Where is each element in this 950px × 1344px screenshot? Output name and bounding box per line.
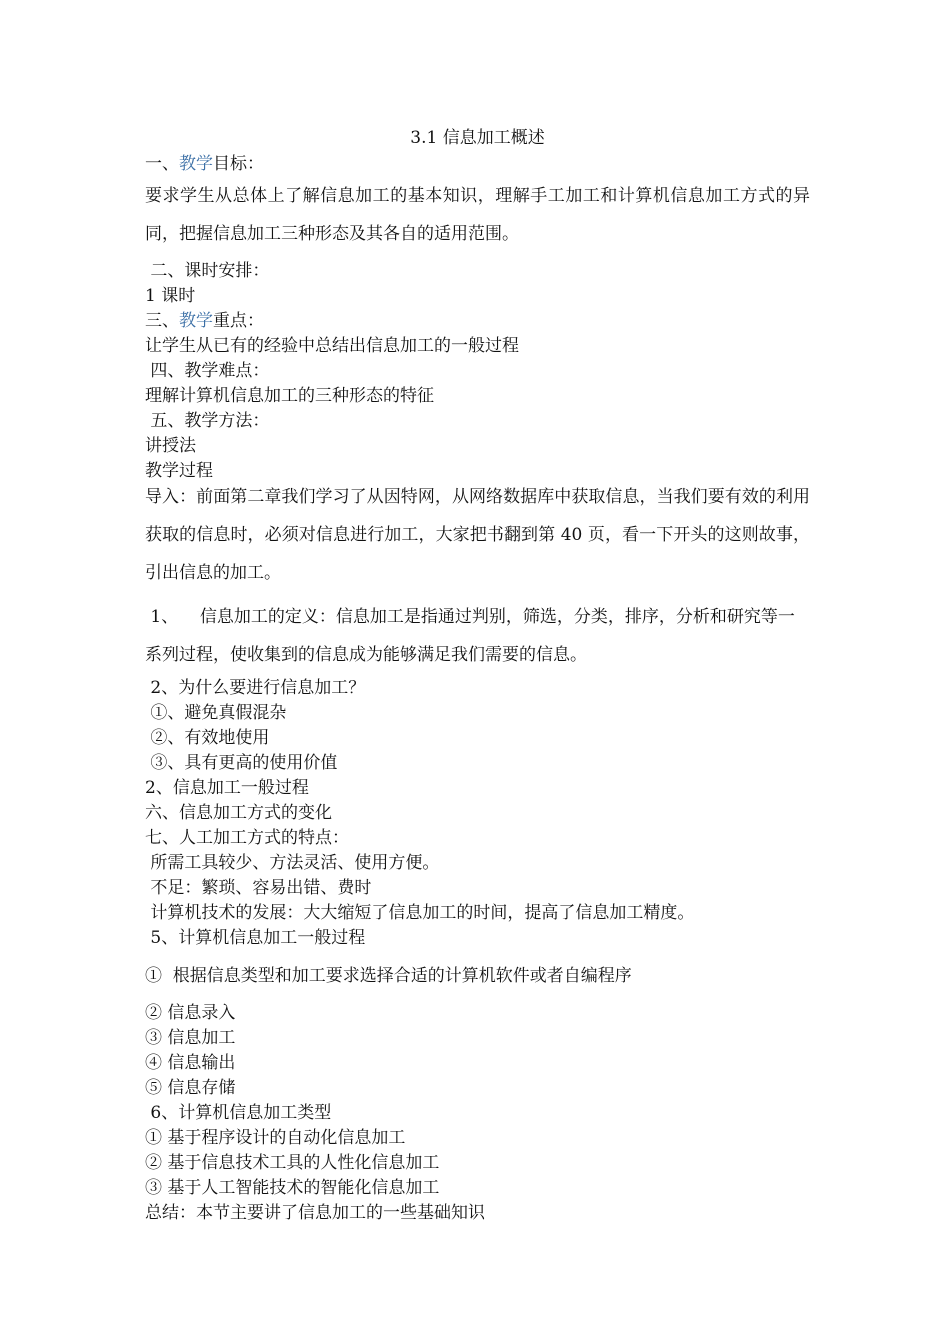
document-page (145, 124, 810, 1226)
difficulty-text: 理解计算机信息加工的三种形态的特征 (145, 386, 434, 406)
why-heading: 2、为什么要进行信息加工？ (145, 678, 366, 698)
schedule-heading: 二、课时安排： (145, 261, 270, 281)
change-heading: 六、信息加工方式的变化 (145, 803, 332, 823)
type-item: ② 基于信息技术工具的人性化信息加工 (145, 1153, 440, 1173)
objective-keyword: 教学 (179, 154, 213, 174)
method-text: 讲授法 (145, 436, 196, 456)
schedule-text: 1 课时 (145, 286, 196, 306)
computer-development: 计算机技术的发展：大大缩短了信息加工的时间，提高了信息加工精度。 (145, 903, 695, 923)
type-item: ① 基于程序设计的自动化信息加工 (145, 1128, 406, 1148)
keypoint-keyword: 教学 (179, 311, 213, 331)
intro-text: 导入：前面第二章我们学习了从因特网，从网络数据库中获取信息，当我们要有效的利用获取的信息时，必须对信息进行加工，大家把书翻到第 40 页，看一下开头的这则故事，引出信息的加工。 (145, 487, 810, 583)
computer-step: ② 信息录入 (145, 1003, 236, 1023)
process-heading: 教学过程 (145, 461, 213, 481)
computer-step: ⑤ 信息存储 (145, 1078, 236, 1098)
why-item: ①、避免真假混杂 (145, 703, 287, 723)
document-title: 3.1 信息加工概述 (410, 128, 545, 148)
definition-text: 1、 信息加工的定义：信息加工是指通过判别，筛选，分类，排序，分析和研究等一系列过程，使收集到的信息成为能够满足我们需要的信息。 (145, 607, 795, 665)
keypoint-heading: 三、教学重点： (145, 311, 264, 331)
why-item: ②、有效地使用 (145, 728, 270, 748)
general-process: 2、信息加工一般过程 (145, 778, 309, 798)
type-item: ③ 基于人工智能技术的智能化信息加工 (145, 1178, 440, 1198)
computer-step: ① 根据信息类型和加工要求选择合适的计算机软件或者自编程序 (145, 966, 632, 986)
types-heading: 6、计算机信息加工类型 (145, 1103, 332, 1123)
manual-cons: 不足：繁琐、容易出错、费时 (145, 878, 372, 898)
manual-pros: 所需工具较少、方法灵活、使用方便。 (145, 853, 440, 873)
computer-step: ③ 信息加工 (145, 1028, 236, 1048)
difficulty-heading: 四、教学难点： (145, 361, 270, 381)
method-heading: 五、教学方法： (145, 411, 270, 431)
objective-heading: 一、教学目标： (145, 154, 264, 174)
why-item: ③、具有更高的使用价值 (145, 753, 338, 773)
objective-text: 要求学生从总体上了解信息加工的基本知识，理解手工加工和计算机信息加工方式的异同，把握信息加工三种形态及其各自的适用范围。 (145, 186, 810, 244)
keypoint-text: 让学生从已有的经验中总结出信息加工的一般过程 (145, 336, 519, 356)
summary-text: 总结：本节主要讲了信息加工的一些基础知识 (145, 1203, 485, 1223)
computer-step: ④ 信息输出 (145, 1053, 236, 1073)
manual-heading: 七、人工加工方式的特点： (145, 828, 349, 848)
computer-process-heading: 5、计算机信息加工一般过程 (145, 928, 366, 948)
